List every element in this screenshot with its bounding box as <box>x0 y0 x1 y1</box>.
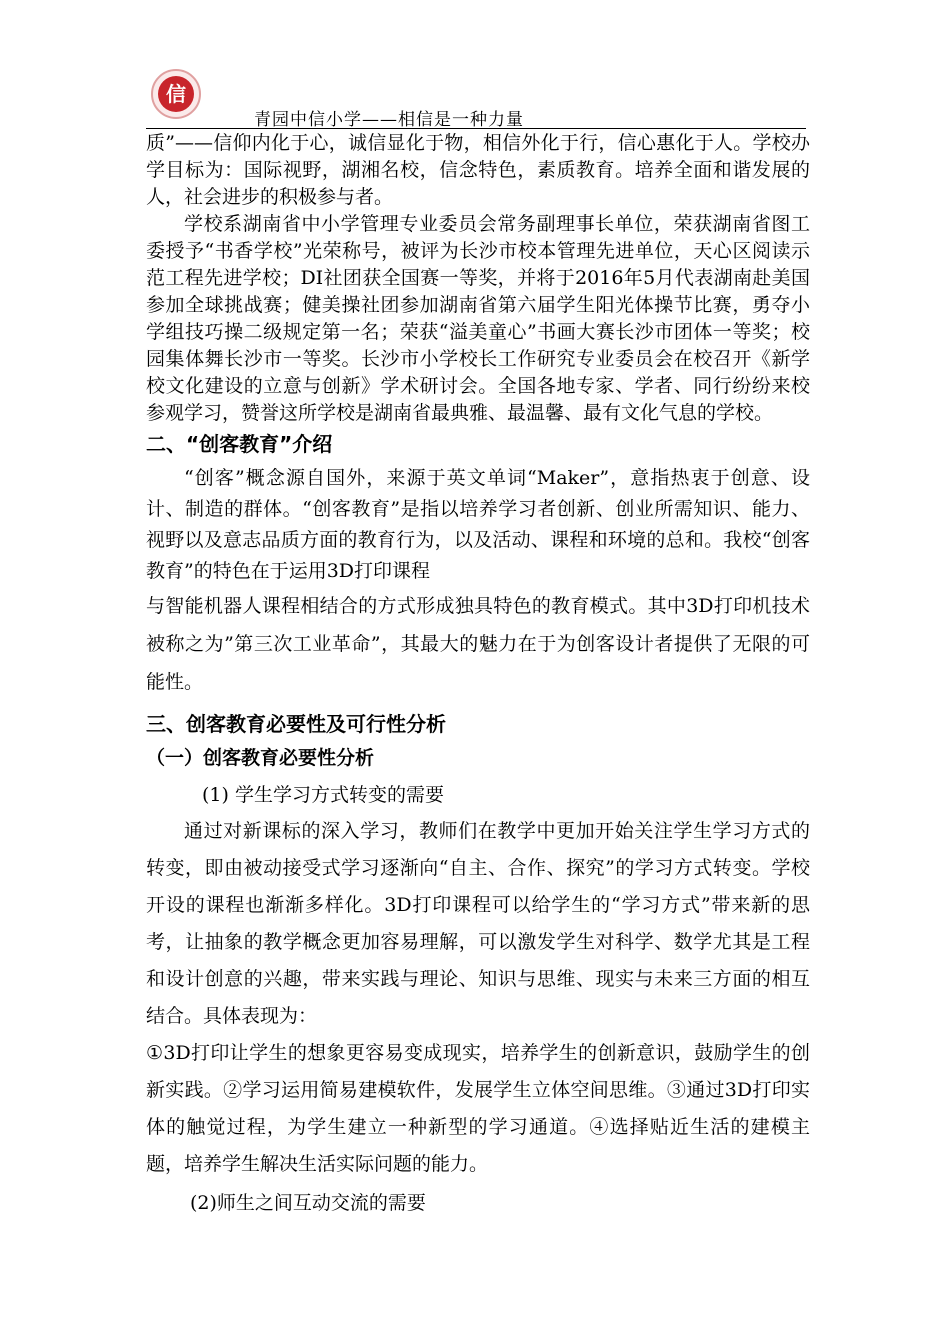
svg-text:信: 信 <box>166 82 186 106</box>
section2-paragraph: 与智能机器人课程相结合的方式形成独具特色的教育模式。其中3D打印机技术被称之为”第三次工业革命”，其最大的魅力在于为创客设计者提供了无限的可能性。 <box>146 595 810 693</box>
intro-paragraph: 学校系湖南省中小学管理专业委员会常务副理事长单位，荣获湖南省图工委授予“书香学校”光荣称号，被评为长沙市校本管理先进单位，天心区阅读示范工程先进学校；DI社团获全国赛一等奖，并将于2016年5月代表湖南赴美国参加全球挑战赛；健美操社团参加湖南省第六届学生阳光体操节比赛，勇夺小学组技巧操二级规定第一名；荣获“溢美童心”书画大赛长沙市团体一等奖；校园集体舞长沙市一等奖。长沙市小学校长工作研究专业委员会在校召开《新学校文化建设的立意与创新》学术研讨会。全国各地专家、学者、同行纷纷来校参观学习，赞誉这所学校是湖南省最典雅、最温馨、最有文化气息的学校。 <box>146 213 810 424</box>
school-logo <box>150 68 202 120</box>
item1-paragraph: 通过对新课标的深入学习，教师们在教学中更加开始关注学生学习方式的转变，即由被动接受式学习逐渐向“自主、合作、探究”的学习方式转变。学校开设的课程也渐渐多样化。3D打印课程可以给学生的“学习方式”带来新的思考，让抽象的教学概念更加容易理解，可以激发学生对科学、数学尤其是工程和设计创意的兴趣，带来实践与理论、知识与思维、现实与未来三方面的相互结合。具体表现为： <box>146 820 810 1027</box>
item1-body <box>146 813 810 1183</box>
item-title: (1) 学生学习方式转变的需要 <box>202 784 444 806</box>
intro-block <box>146 130 810 427</box>
header-title: 青园中信小学——相信是一种力量 <box>254 110 524 130</box>
intro-paragraph: 质”——信仰内化于心，诚信显化于物，相信外化于行，信心惠化于人。学校办学目标为：国际视野，湖湘名校，信念特色，素质教育。培养全面和谐发展的人，社会进步的积极参与者。 <box>146 132 810 208</box>
subsection-heading-necessity: （一）创客教育必要性分析 <box>146 747 375 769</box>
item-title: (2)师生之间互动交流的需要 <box>190 1192 426 1214</box>
section-heading-creator-education: 二、“创客教育”介绍 <box>146 432 333 456</box>
header-divider <box>146 128 806 129</box>
item1-points: ①3D打印让学生的想象更容易变成现实，培养学生的创新意识，鼓励学生的创新实践。②学习运用简易建模软件，发展学生立体空间思维。③通过3D打印实体的触觉过程，为学生建立一种新型的学习通道。④选择贴近生活的建模主题，培养学生解决生活实际问题的能力。 <box>146 1042 810 1175</box>
document-body <box>146 130 810 1221</box>
section2-paragraph: “创客”概念源自国外，来源于英文单词“Maker”，意指热衷于创意、设计、制造的群体。“创客教育”是指以培养学习者创新、创业所需知识、能力、视野以及意志品质方面的教育行为，以及活动、课程和环境的总和。我校“创客教育”的特色在于运用3D打印课程 <box>146 467 810 582</box>
section-heading-analysis: 三、创客教育必要性及可行性分析 <box>146 712 446 736</box>
